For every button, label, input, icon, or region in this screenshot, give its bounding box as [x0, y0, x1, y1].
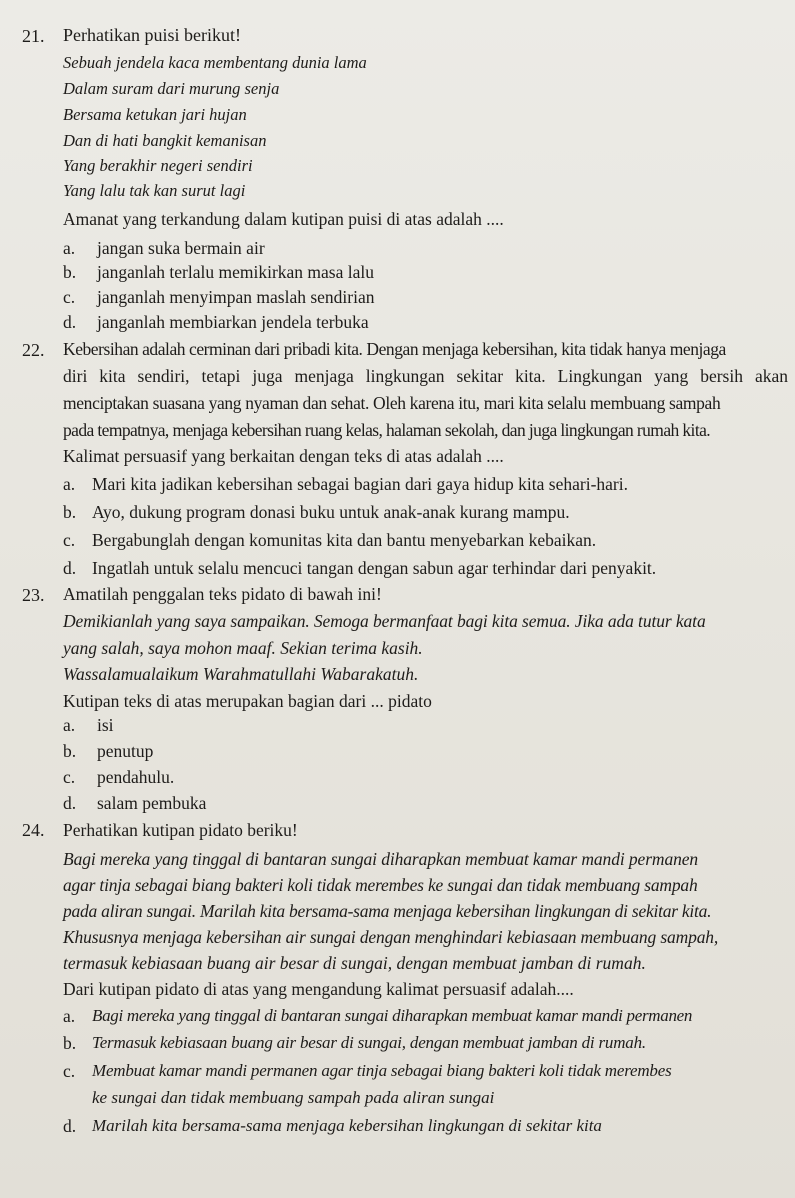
question-prompt: Perhatikan puisi berikut! [63, 25, 241, 45]
passage-line: pada aliran sungai. Marilah kita bersama-sama menjaga kebersihan lingkungan di sekitar kita. [63, 901, 712, 921]
option-a[interactable]: Bagi mereka yang tinggal di bantaran sungai diharapkan membuat kamar mandi permanen [92, 1006, 693, 1025]
poem-line: Sebuah jendela kaca membentang dunia lama [63, 53, 367, 72]
option-c[interactable]: Membuat kamar mandi permanen agar tinja sebagai biang bakteri koli tidak merembes [92, 1061, 672, 1080]
option-c[interactable]: Bergabunglah dengan komunitas kita dan bantu menyebarkan kebaikan. [92, 530, 597, 550]
option-c[interactable]: janganlah menyimpan maslah sendirian [97, 287, 375, 307]
option-d[interactable]: salam pembuka [97, 793, 207, 813]
option-letter: b. [63, 262, 77, 282]
passage-line: termasuk kebiasaan buang air besar di sungai, dengan membuat jamban di rumah. [63, 953, 646, 973]
option-letter: d. [63, 312, 77, 332]
option-b[interactable]: Ayo, dukung program donasi buku untuk anak-anak kurang mampu. [92, 502, 570, 522]
passage-line: diri kita sendiri, tetapi juga menjaga lingkungan sekitar kita. Lingkungan yang bersih akan [63, 366, 788, 386]
question-prompt: Amatilah penggalan teks pidato di bawah ini! [63, 584, 382, 604]
option-letter: c. [63, 287, 76, 307]
question-number: 24. [22, 820, 45, 840]
option-letter: c. [63, 530, 76, 550]
passage-line: yang salah, saya mohon maaf. Sekian terima kasih. [63, 638, 423, 658]
option-letter: a. [63, 715, 76, 735]
option-a[interactable]: isi [97, 715, 114, 735]
option-letter: a. [63, 474, 76, 494]
option-a[interactable]: Mari kita jadikan kebersihan sebagai bagian dari gaya hidup kita sehari-hari. [92, 474, 628, 494]
poem-line: Dalam suram dari murung senja [63, 79, 280, 98]
poem-line: Bersama ketukan jari hujan [63, 105, 247, 124]
passage-line: agar tinja sebagai biang bakteri koli tidak merembes ke sungai dan tidak membuang sampah [63, 875, 698, 895]
option-b[interactable]: penutup [97, 741, 154, 761]
question-text: Dari kutipan pidato di atas yang mengandung kalimat persuasif adalah.... [63, 979, 574, 999]
passage-line: Khususnya menjaga kebersihan air sungai dengan menghindari kebiasaan membuang sampah, [63, 927, 719, 947]
option-a[interactable]: jangan suka bermain air [97, 238, 265, 258]
option-d[interactable]: Marilah kita bersama-sama menjaga kebersihan lingkungan di sekitar kita [92, 1116, 602, 1135]
option-c-continued[interactable]: ke sungai dan tidak membuang sampah pada aliran sungai [92, 1088, 495, 1107]
question-text: Kalimat persuasif yang berkaitan dengan teks di atas adalah .... [63, 446, 504, 466]
passage-line: Bagi mereka yang tinggal di bantaran sungai diharapkan membuat kamar mandi permanen [63, 849, 699, 869]
passage-line: Demikianlah yang saya sampaikan. Semoga bermanfaat bagi kita semua. Jika ada tutur kata [63, 611, 706, 631]
poem-line: Yang berakhir negeri sendiri [63, 156, 253, 175]
passage-line: Wassalamualaikum Warahmatullahi Wabarakatuh. [63, 664, 419, 684]
option-d[interactable]: janganlah membiarkan jendela terbuka [97, 312, 369, 332]
question-text: Amanat yang terkandung dalam kutipan puisi di atas adalah .... [63, 209, 504, 229]
question-number: 21. [22, 26, 45, 46]
option-letter: b. [63, 1033, 77, 1053]
question-number: 23. [22, 585, 45, 605]
option-d[interactable]: Ingatlah untuk selalu mencuci tangan dengan sabun agar terhindar dari penyakit. [92, 558, 657, 578]
option-letter: b. [63, 741, 77, 761]
passage-line: menciptakan suasana yang nyaman dan sehat. Oleh karena itu, mari kita selalu membuang sampah [63, 393, 721, 413]
option-b[interactable]: janganlah terlalu memikirkan masa lalu [97, 262, 374, 282]
question-text: Kutipan teks di atas merupakan bagian dari ... pidato [63, 691, 432, 711]
passage-line: Kebersihan adalah cerminan dari pribadi kita. Dengan menjaga kebersihan, kita tidak hanya menjaga [63, 339, 726, 359]
poem-line: Yang lalu tak kan surut lagi [63, 181, 246, 200]
option-c[interactable]: pendahulu. [97, 767, 175, 787]
option-letter: c. [63, 1061, 76, 1081]
option-letter: c. [63, 767, 76, 787]
option-letter: d. [63, 1116, 77, 1136]
question-prompt: Perhatikan kutipan pidato beriku! [63, 820, 298, 840]
option-letter: d. [63, 793, 77, 813]
option-letter: a. [63, 1006, 76, 1026]
option-letter: b. [63, 502, 77, 522]
poem-line: Dan di hati bangkit kemanisan [63, 131, 267, 150]
option-b[interactable]: Termasuk kebiasaan buang air besar di sungai, dengan membuat jamban di rumah. [92, 1033, 646, 1052]
option-letter: a. [63, 238, 76, 258]
option-letter: d. [63, 558, 77, 578]
question-number: 22. [22, 340, 45, 360]
passage-line: pada tempatnya, menjaga kebersihan ruang kelas, halaman sekolah, dan juga lingkungan rumah kita. [63, 420, 711, 440]
